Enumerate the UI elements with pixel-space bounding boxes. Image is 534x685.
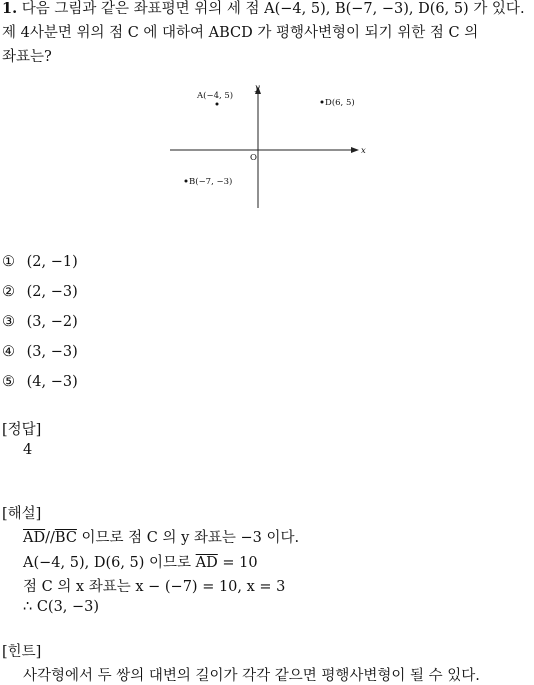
- choice-5-mark: ⑤: [2, 374, 15, 390]
- choice-1: [2, 254, 78, 270]
- segment-ad-length: $\overline{AD}$: [195, 555, 218, 571]
- choice-4: [2, 344, 78, 360]
- choice-2-mark: ②: [2, 284, 15, 300]
- point-b-dot: [185, 180, 188, 183]
- choice-5: [2, 374, 78, 390]
- choice-1-text: (2, −1): [26, 254, 78, 270]
- explanation-line-1-rest: 이므로 점 C 의 y 좌표는 −3 이다.: [76, 530, 300, 546]
- question-line-1: [2, 0, 525, 18]
- choice-3-text: (3, −2): [26, 314, 78, 330]
- answer-value: 4: [23, 442, 33, 458]
- choice-2-text: (2, −3): [26, 284, 78, 300]
- segment-bc: $\overline{BC}$: [54, 530, 77, 546]
- point-a-dot: [216, 103, 219, 106]
- question-line-2: 제 4사분면 위의 점 C 에 대하여 ABCD 가 평행사변형이 되기 위한 점 C 의: [2, 25, 479, 41]
- point-b-label: B(−7, −3): [189, 177, 233, 187]
- point-a-label: A(−4, 5): [197, 91, 234, 101]
- parallel-sign: //: [45, 530, 55, 546]
- explanation-line-3: 점 C 의 x 좌표는 x − (−7) = 10, x = 3: [23, 579, 286, 595]
- explanation-line-1: [23, 526, 299, 547]
- x-axis-label: x: [361, 146, 366, 156]
- explanation-label: [해설]: [2, 506, 42, 522]
- coordinate-figure: [165, 80, 370, 212]
- choice-2: [2, 284, 78, 300]
- x-axis-arrow: [351, 147, 359, 153]
- explanation-line-2-start: A(−4, 5), D(6, 5) 이므로: [23, 555, 196, 571]
- choice-4-mark: ④: [2, 344, 15, 360]
- explanation-line-4: ∴ C(3, −3): [23, 599, 100, 615]
- explanation-line-2-end: = 10: [217, 555, 258, 571]
- origin-label: O: [250, 153, 257, 163]
- question-line-3: 좌표는?: [2, 49, 52, 65]
- choice-3: [2, 314, 78, 330]
- hint-text: 사각형에서 두 쌍의 대변의 길이가 각각 같으면 평행사변형이 될 수 있다.: [23, 668, 480, 684]
- explanation-line-2: [23, 551, 258, 572]
- question-number: 1.: [2, 0, 18, 17]
- question-text-1: 다음 그림과 같은 좌표평면 위의 세 점 A(−4, 5), B(−7, −3), D(6, 5) 가 있다.: [21, 1, 525, 17]
- answer-label: [정답]: [2, 422, 42, 438]
- coordinate-plane: [165, 80, 370, 212]
- segment-ad: $\overline{AD}$: [23, 530, 46, 546]
- point-d-dot: [321, 101, 324, 104]
- choice-5-text: (4, −3): [26, 374, 78, 390]
- choice-1-mark: ①: [2, 254, 15, 270]
- y-axis-label: y: [255, 83, 260, 93]
- choice-4-text: (3, −3): [26, 344, 78, 360]
- hint-label: [힌트]: [2, 644, 42, 660]
- point-d-label: D(6, 5): [325, 98, 355, 108]
- choice-3-mark: ③: [2, 314, 15, 330]
